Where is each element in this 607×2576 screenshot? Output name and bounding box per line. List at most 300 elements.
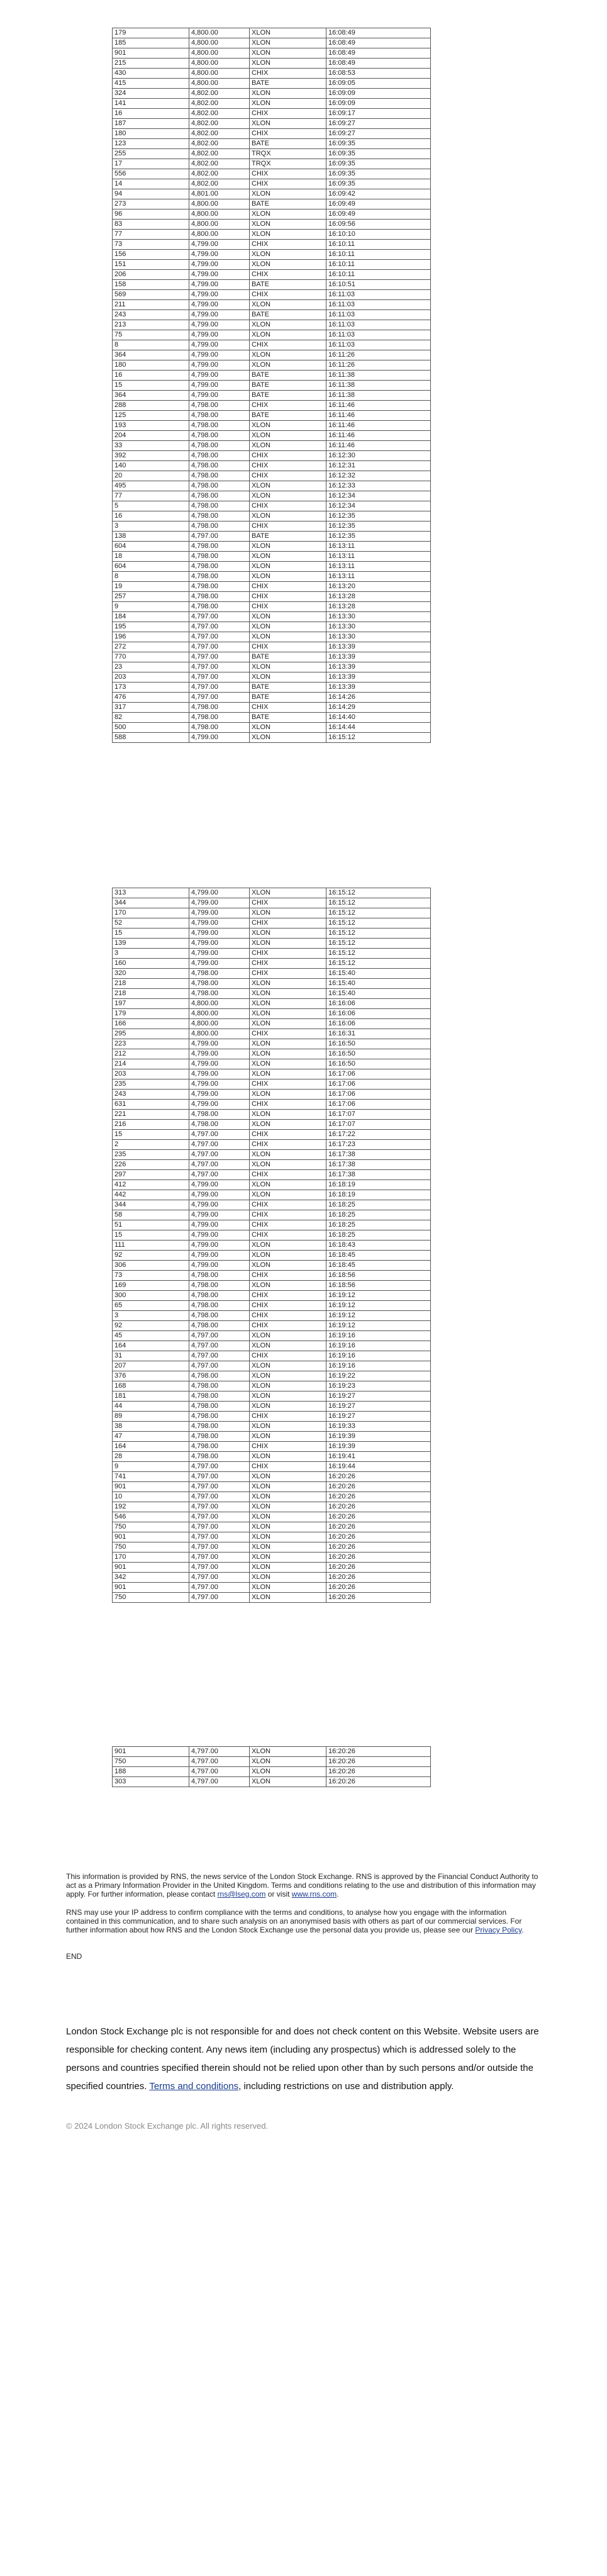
time-cell: 16:15:12 <box>326 898 431 908</box>
volume-cell: 92 <box>113 1251 189 1261</box>
privacy-text: . <box>521 1926 524 1934</box>
volume-cell: 306 <box>113 1261 189 1271</box>
volume-cell: 5 <box>113 501 189 511</box>
volume-cell: 392 <box>113 451 189 461</box>
price-cell: 4,797.00 <box>189 1492 250 1502</box>
venue-cell: CHIX <box>250 1271 326 1281</box>
venue-cell: XLON <box>250 1402 326 1412</box>
volume-cell: 195 <box>113 622 189 632</box>
table-row <box>113 290 431 300</box>
venue-cell: BATE <box>250 371 326 381</box>
time-cell: 16:11:46 <box>326 421 431 431</box>
price-cell: 4,799.00 <box>189 1049 250 1059</box>
price-cell: 4,800.00 <box>189 38 250 48</box>
table-row <box>113 1029 431 1039</box>
volume-cell: 58 <box>113 1210 189 1220</box>
price-cell: 4,799.00 <box>189 1079 250 1090</box>
price-cell: 4,798.00 <box>189 602 250 612</box>
volume-cell: 344 <box>113 1200 189 1210</box>
volume-cell: 320 <box>113 969 189 979</box>
venue-cell: XLON <box>250 733 326 743</box>
table-row <box>113 300 431 310</box>
time-cell: 16:18:45 <box>326 1261 431 1271</box>
venue-cell: XLON <box>250 220 326 230</box>
volume-cell: 180 <box>113 129 189 139</box>
price-cell: 4,800.00 <box>189 59 250 69</box>
price-cell: 4,797.00 <box>189 672 250 683</box>
time-cell: 16:19:27 <box>326 1402 431 1412</box>
table-row <box>113 79 431 89</box>
price-cell: 4,798.00 <box>189 723 250 733</box>
venue-cell: CHIX <box>250 1291 326 1301</box>
price-cell: 4,798.00 <box>189 401 250 411</box>
price-cell: 4,797.00 <box>189 632 250 642</box>
time-cell: 16:09:42 <box>326 189 431 199</box>
time-cell: 16:16:31 <box>326 1029 431 1039</box>
time-cell: 16:17:22 <box>326 1130 431 1140</box>
table-row <box>113 1593 431 1603</box>
table-row <box>113 713 431 723</box>
table-row <box>113 350 431 360</box>
price-cell: 4,799.00 <box>189 1180 250 1190</box>
time-cell: 16:09:49 <box>326 199 431 209</box>
volume-cell: 243 <box>113 310 189 320</box>
time-cell: 16:17:38 <box>326 1150 431 1160</box>
time-cell: 16:15:12 <box>326 949 431 959</box>
table-row <box>113 1757 431 1767</box>
price-cell: 4,797.00 <box>189 1573 250 1583</box>
venue-cell: CHIX <box>250 969 326 979</box>
venue-cell: CHIX <box>250 521 326 532</box>
contact-email-link[interactable]: rns@lseg.com <box>217 1890 266 1899</box>
time-cell: 16:12:33 <box>326 481 431 491</box>
time-cell: 16:16:50 <box>326 1059 431 1069</box>
price-cell: 4,798.00 <box>189 511 250 521</box>
table-row <box>113 1049 431 1059</box>
table-row <box>113 602 431 612</box>
volume-cell: 300 <box>113 1291 189 1301</box>
volume-cell: 158 <box>113 280 189 290</box>
privacy-policy-link[interactable]: Privacy Policy <box>475 1926 522 1934</box>
volume-cell: 243 <box>113 1090 189 1100</box>
price-cell: 4,799.00 <box>189 898 250 908</box>
price-cell: 4,797.00 <box>189 683 250 693</box>
venue-cell: XLON <box>250 1241 326 1251</box>
price-cell: 4,798.00 <box>189 481 250 491</box>
volume-cell: 324 <box>113 89 189 99</box>
time-cell: 16:20:26 <box>326 1757 431 1767</box>
price-cell: 4,797.00 <box>189 642 250 652</box>
volume-cell: 741 <box>113 1472 189 1482</box>
volume-cell: 38 <box>113 1422 189 1432</box>
venue-cell: BATE <box>250 79 326 89</box>
venue-cell: XLON <box>250 1361 326 1371</box>
price-cell: 4,799.00 <box>189 959 250 969</box>
volume-cell: 14 <box>113 179 189 189</box>
volume-cell: 604 <box>113 562 189 572</box>
price-cell: 4,798.00 <box>189 491 250 501</box>
time-cell: 16:17:06 <box>326 1069 431 1079</box>
volume-cell: 23 <box>113 662 189 672</box>
volume-cell: 415 <box>113 79 189 89</box>
table-row <box>113 431 431 441</box>
volume-cell: 207 <box>113 1361 189 1371</box>
time-cell: 16:20:26 <box>326 1573 431 1583</box>
table-row <box>113 1039 431 1049</box>
volume-cell: 313 <box>113 888 189 898</box>
volume-cell: 15 <box>113 381 189 391</box>
venue-cell: XLON <box>250 1110 326 1120</box>
time-cell: 16:10:51 <box>326 280 431 290</box>
venue-cell: CHIX <box>250 959 326 969</box>
time-cell: 16:11:46 <box>326 441 431 451</box>
price-cell: 4,799.00 <box>189 1220 250 1230</box>
time-cell: 16:20:26 <box>326 1532 431 1542</box>
price-cell: 4,798.00 <box>189 1412 250 1422</box>
time-cell: 16:13:28 <box>326 602 431 612</box>
price-cell: 4,798.00 <box>189 572 250 582</box>
volume-cell: 546 <box>113 1512 189 1522</box>
volume-cell: 3 <box>113 521 189 532</box>
price-cell: 4,799.00 <box>189 1261 250 1271</box>
table-row <box>113 139 431 149</box>
venue-cell: XLON <box>250 209 326 220</box>
venue-cell: CHIX <box>250 1462 326 1472</box>
volume-cell: 221 <box>113 1110 189 1120</box>
volume-cell: 273 <box>113 199 189 209</box>
venue-cell: XLON <box>250 350 326 360</box>
volume-cell: 901 <box>113 1532 189 1542</box>
volume-cell: 188 <box>113 1767 189 1777</box>
price-cell: 4,798.00 <box>189 969 250 979</box>
table-row <box>113 381 431 391</box>
venue-cell: XLON <box>250 1542 326 1553</box>
venue-cell: CHIX <box>250 1130 326 1140</box>
table-row <box>113 989 431 999</box>
time-cell: 16:19:16 <box>326 1351 431 1361</box>
table-row <box>113 441 431 451</box>
venue-cell: XLON <box>250 260 326 270</box>
volume-cell: 96 <box>113 209 189 220</box>
volume-cell: 10 <box>113 1492 189 1502</box>
venue-cell: XLON <box>250 939 326 949</box>
venue-cell: CHIX <box>250 1210 326 1220</box>
price-cell: 4,798.00 <box>189 411 250 421</box>
table-row <box>113 1281 431 1291</box>
venue-cell: XLON <box>250 48 326 59</box>
time-cell: 16:09:35 <box>326 139 431 149</box>
time-cell: 16:13:11 <box>326 552 431 562</box>
time-cell: 16:19:12 <box>326 1311 431 1321</box>
rns-website-link[interactable]: www.rns.com <box>291 1890 337 1899</box>
terms-and-conditions-link[interactable]: Terms and conditions <box>149 2081 239 2092</box>
volume-cell: 169 <box>113 1281 189 1291</box>
time-cell: 16:20:26 <box>326 1512 431 1522</box>
volume-cell: 28 <box>113 1452 189 1462</box>
table-row <box>113 1100 431 1110</box>
table-row <box>113 1079 431 1090</box>
venue-cell: TRQX <box>250 149 326 159</box>
price-cell: 4,798.00 <box>189 521 250 532</box>
venue-cell: CHIX <box>250 501 326 511</box>
volume-cell: 20 <box>113 471 189 481</box>
table-row <box>113 562 431 572</box>
transactions-table-1 <box>112 28 431 743</box>
price-cell: 4,799.00 <box>189 918 250 928</box>
venue-cell: BATE <box>250 391 326 401</box>
venue-cell: CHIX <box>250 703 326 713</box>
price-cell: 4,798.00 <box>189 542 250 552</box>
venue-cell: CHIX <box>250 592 326 602</box>
table-row <box>113 1391 431 1402</box>
table-row <box>113 1321 431 1331</box>
venue-cell: XLON <box>250 1190 326 1200</box>
table-row <box>113 521 431 532</box>
privacy-text: RNS may use your IP address to confirm compliance with the terms and conditions, to analyse how you engage with the information contained in this communication, and to share such analysis on an anonymised basis with others as part of our commercial services. For further information about how RNS and the London Stock Exchange use the personal data you provide us, please see our <box>66 1908 522 1934</box>
table-row <box>113 149 431 159</box>
table-row <box>113 471 431 481</box>
price-cell: 4,798.00 <box>189 1391 250 1402</box>
volume-cell: 203 <box>113 1069 189 1079</box>
price-cell: 4,799.00 <box>189 1251 250 1261</box>
volume-cell: 212 <box>113 1049 189 1059</box>
volume-cell: 206 <box>113 270 189 280</box>
price-cell: 4,798.00 <box>189 1402 250 1412</box>
table-row <box>113 1351 431 1361</box>
rns-privacy-paragraph <box>66 1908 539 1934</box>
price-cell: 4,797.00 <box>189 1331 250 1341</box>
venue-cell: CHIX <box>250 1321 326 1331</box>
price-cell: 4,799.00 <box>189 330 250 340</box>
time-cell: 16:08:53 <box>326 69 431 79</box>
time-cell: 16:13:39 <box>326 662 431 672</box>
volume-cell: 164 <box>113 1442 189 1452</box>
venue-cell: XLON <box>250 28 326 38</box>
price-cell: 4,799.00 <box>189 350 250 360</box>
time-cell: 16:20:26 <box>326 1553 431 1563</box>
price-cell: 4,798.00 <box>189 1311 250 1321</box>
time-cell: 16:13:30 <box>326 622 431 632</box>
table-row <box>113 169 431 179</box>
volume-cell: 344 <box>113 898 189 908</box>
venue-cell: XLON <box>250 723 326 733</box>
table-row <box>113 1170 431 1180</box>
volume-cell: 8 <box>113 340 189 350</box>
price-cell: 4,800.00 <box>189 79 250 89</box>
volume-cell: 770 <box>113 652 189 662</box>
venue-cell: BATE <box>250 532 326 542</box>
time-cell: 16:16:06 <box>326 1009 431 1019</box>
volume-cell: 901 <box>113 1482 189 1492</box>
volume-cell: 140 <box>113 461 189 471</box>
price-cell: 4,798.00 <box>189 1432 250 1442</box>
notice-text: , including restrictions on use and distribution apply. <box>238 2081 454 2092</box>
venue-cell: XLON <box>250 320 326 330</box>
time-cell: 16:11:46 <box>326 431 431 441</box>
venue-cell: XLON <box>250 1563 326 1573</box>
time-cell: 16:19:22 <box>326 1371 431 1381</box>
volume-cell: 73 <box>113 240 189 250</box>
time-cell: 16:11:03 <box>326 320 431 330</box>
volume-cell: 170 <box>113 1553 189 1563</box>
venue-cell: BATE <box>250 381 326 391</box>
venue-cell: XLON <box>250 672 326 683</box>
table-row <box>113 220 431 230</box>
price-cell: 4,799.00 <box>189 250 250 260</box>
price-cell: 4,798.00 <box>189 1452 250 1462</box>
price-cell: 4,800.00 <box>189 209 250 220</box>
copyright: © 2024 London Stock Exchange plc. All rights reserved. <box>66 2121 269 2131</box>
price-cell: 4,798.00 <box>189 1371 250 1381</box>
table-row <box>113 662 431 672</box>
table-row <box>113 979 431 989</box>
venue-cell: XLON <box>250 989 326 999</box>
price-cell: 4,802.00 <box>189 149 250 159</box>
venue-cell: XLON <box>250 1593 326 1603</box>
table-row <box>113 391 431 401</box>
time-cell: 16:10:11 <box>326 240 431 250</box>
volume-cell: 750 <box>113 1757 189 1767</box>
disclaimer-text: . <box>337 1890 339 1899</box>
time-cell: 16:17:23 <box>326 1140 431 1150</box>
table-row <box>113 1371 431 1381</box>
time-cell: 16:16:06 <box>326 999 431 1009</box>
time-cell: 16:18:45 <box>326 1251 431 1261</box>
table-row <box>113 240 431 250</box>
table-row <box>113 969 431 979</box>
table-row <box>113 1200 431 1210</box>
table-row <box>113 1120 431 1130</box>
table-row <box>113 1767 431 1777</box>
venue-cell: XLON <box>250 1120 326 1130</box>
volume-cell: 223 <box>113 1039 189 1049</box>
volume-cell: 3 <box>113 1311 189 1321</box>
time-cell: 16:13:20 <box>326 582 431 592</box>
volume-cell: 156 <box>113 250 189 260</box>
volume-cell: 204 <box>113 431 189 441</box>
price-cell: 4,797.00 <box>189 1522 250 1532</box>
table-row <box>113 280 431 290</box>
volume-cell: 75 <box>113 330 189 340</box>
venue-cell: XLON <box>250 1281 326 1291</box>
price-cell: 4,797.00 <box>189 662 250 672</box>
transactions-table-2 <box>112 888 431 1603</box>
venue-cell: BATE <box>250 199 326 209</box>
volume-cell: 192 <box>113 1502 189 1512</box>
volume-cell: 901 <box>113 48 189 59</box>
volume-cell: 181 <box>113 1391 189 1402</box>
time-cell: 16:11:46 <box>326 401 431 411</box>
venue-cell: BATE <box>250 139 326 149</box>
volume-cell: 569 <box>113 290 189 300</box>
volume-cell: 52 <box>113 918 189 928</box>
table-row <box>113 1311 431 1321</box>
table-row <box>113 1301 431 1311</box>
time-cell: 16:17:38 <box>326 1160 431 1170</box>
lse-notice <box>66 2022 544 2095</box>
time-cell: 16:13:11 <box>326 562 431 572</box>
table-row <box>113 1291 431 1301</box>
time-cell: 16:20:26 <box>326 1777 431 1787</box>
table-row <box>113 1462 431 1472</box>
table-row <box>113 622 431 632</box>
time-cell: 16:18:25 <box>326 1230 431 1241</box>
time-cell: 16:19:16 <box>326 1331 431 1341</box>
price-cell: 4,798.00 <box>189 979 250 989</box>
price-cell: 4,800.00 <box>189 48 250 59</box>
volume-cell: 257 <box>113 592 189 602</box>
price-cell: 4,797.00 <box>189 693 250 703</box>
volume-cell: 364 <box>113 391 189 401</box>
table-row <box>113 310 431 320</box>
volume-cell: 164 <box>113 1341 189 1351</box>
table-row <box>113 1019 431 1029</box>
table-row <box>113 1432 431 1442</box>
time-cell: 16:15:40 <box>326 979 431 989</box>
time-cell: 16:09:09 <box>326 89 431 99</box>
venue-cell: CHIX <box>250 471 326 481</box>
venue-cell: CHIX <box>250 1311 326 1321</box>
volume-cell: 218 <box>113 979 189 989</box>
price-cell: 4,798.00 <box>189 703 250 713</box>
venue-cell: XLON <box>250 189 326 199</box>
price-cell: 4,798.00 <box>189 1321 250 1331</box>
volume-cell: 196 <box>113 632 189 642</box>
venue-cell: CHIX <box>250 401 326 411</box>
volume-cell: 203 <box>113 672 189 683</box>
table-row <box>113 89 431 99</box>
venue-cell: CHIX <box>250 1301 326 1311</box>
price-cell: 4,797.00 <box>189 1160 250 1170</box>
table-row <box>113 1442 431 1452</box>
table-row <box>113 1573 431 1583</box>
venue-cell: XLON <box>250 662 326 672</box>
time-cell: 16:18:25 <box>326 1210 431 1220</box>
volume-cell: 297 <box>113 1170 189 1180</box>
table-row <box>113 1220 431 1230</box>
venue-cell: XLON <box>250 1573 326 1583</box>
volume-cell: 2 <box>113 1140 189 1150</box>
table-row <box>113 159 431 169</box>
time-cell: 16:20:26 <box>326 1482 431 1492</box>
price-cell: 4,797.00 <box>189 1341 250 1351</box>
time-cell: 16:18:25 <box>326 1220 431 1230</box>
volume-cell: 151 <box>113 260 189 270</box>
venue-cell: XLON <box>250 1452 326 1462</box>
venue-cell: XLON <box>250 330 326 340</box>
time-cell: 16:09:35 <box>326 179 431 189</box>
price-cell: 4,797.00 <box>189 1140 250 1150</box>
venue-cell: XLON <box>250 1767 326 1777</box>
price-cell: 4,798.00 <box>189 582 250 592</box>
time-cell: 16:10:11 <box>326 250 431 260</box>
table-row <box>113 1059 431 1069</box>
venue-cell: CHIX <box>250 69 326 79</box>
price-cell: 4,800.00 <box>189 220 250 230</box>
volume-cell: 476 <box>113 693 189 703</box>
venue-cell: CHIX <box>250 461 326 471</box>
volume-cell: 18 <box>113 552 189 562</box>
volume-cell: 168 <box>113 1381 189 1391</box>
time-cell: 16:18:56 <box>326 1271 431 1281</box>
volume-cell: 901 <box>113 1563 189 1573</box>
price-cell: 4,798.00 <box>189 1422 250 1432</box>
venue-cell: CHIX <box>250 898 326 908</box>
volume-cell: 160 <box>113 959 189 969</box>
time-cell: 16:12:31 <box>326 461 431 471</box>
venue-cell: XLON <box>250 612 326 622</box>
venue-cell: CHIX <box>250 169 326 179</box>
